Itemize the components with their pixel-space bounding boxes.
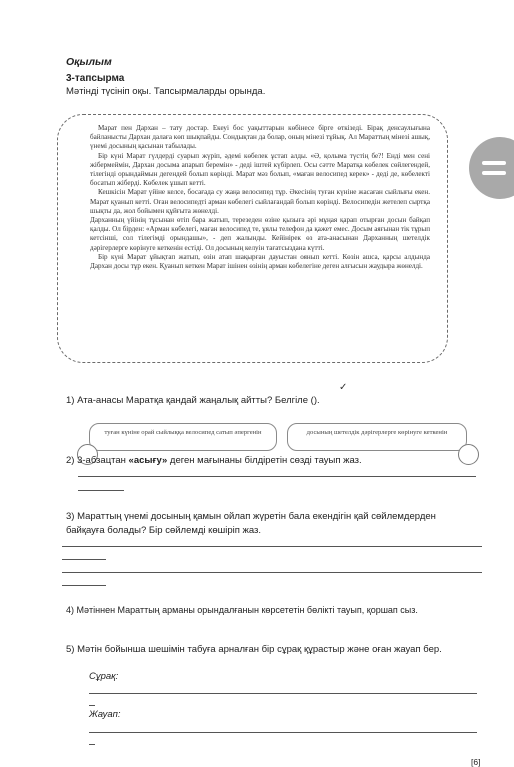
question-4: 4) Мәтіннен Мараттың арманы орындалғанын көрсететін бөлікті тауып, қоршап сыз. [66,605,418,615]
reading-passage [90,124,430,271]
passage-paragraph-3: Кешкісін Марат үйіне келсе, босағада су жаңа велосипед тұр. Әкесінің туған күніне жасаған сыйлығы екен. Марат қуанып кетті. Оған велосипедті арман көбелегі сыйлағандай болып көрінді. Велосипедін жетелеп сыртқа шықты да, жол бойымен құйғыта жөнелді. [90,188,430,215]
question-2 [66,455,362,466]
answer-label: Жауап: [89,709,121,720]
menu-icon[interactable] [469,137,514,199]
passage-paragraph-1: Марат пен Дархан – тату достар. Екеуі бос уақыттарын көбінесе бірге өткізеді. Бірақ денсаулығына байланысты Дархан далаға көп шықпайды. Сондықтан да болар, оның мінезі тұйық. Ал Мараттың мінезі ашық, үнемі досының қасынан табылады. [90,124,430,151]
task-title: 3-тапсырма [66,73,125,84]
question-1-end: ). [313,395,320,406]
question-3: 3) Мараттың үнемі досының қамын ойлап жүретін бала екендігін қай сөйлемдерден байқауға болады? Бір сөйлемді көшіріп жаз. [66,511,436,536]
answer-option-2[interactable]: досының шетелдік дәрігерлерге көрінуге кеткенін [287,423,467,451]
passage-paragraph-4: Дарханның үйінің тұсынан өтіп бара жатып, терезеден өзіне қызыға әрі мұңая қарап отырған досын байқап қалды. Ол бірден: «Арман көбелегі, маған велосипед те, ұялы телефон да қажет емес. Досым аяғынан тік тұрып кетсінші, сол тілегімді орындашы», - деп жалынды. Кейінірек өз ата-анасынан Дарханның шетелдік дәрігерлерге көрінуге кеткенін естіді. Ол досының келуін тағатсыздана күтті. [90,216,430,252]
passage-paragraph-2: Бір күні Марат гүлдерді суарып жүріп, әдемі көбелек ұстап алды. «Ә, қолыма түстің бе?! Енді мен сені жібермеймін, Дархан досыма апарып беремін» - деді іштей күбірлеп. Осы сәтте Маратқа көбелек сөйлегендей, тілегінді орындаймын дегендей болып көрінді. Марат мәз болып, «маған велосипед керек» - деді де, көбелекті босатып жіберді. Көбелек ұшып кетті. [90,151,430,188]
answer-line[interactable] [89,744,95,745]
question-1 [66,395,320,406]
question-5: 5) Мәтін бойынша шешімін табуға арналған бір сұрақ құрастыр және оған жауап бер. [66,644,442,655]
question-label: Сұрақ: [89,671,119,682]
answer-line[interactable] [62,585,106,586]
answer-line[interactable] [62,546,482,547]
answer-line[interactable] [78,476,476,477]
answer-line[interactable] [78,490,124,491]
question-2-prefix: 2) 3-абзацтан [66,455,129,466]
question-2-keyword: «асығу» [128,455,168,466]
section-title: Оқылым [66,56,112,68]
score-label: [6] [471,757,481,767]
passage-paragraph-5: Бір күні Марат ұйықтап жатып, өзін атап шақырған дауыстан оянып кетті. Көзін ашса, қарсы алдында Дархан досы тұр екен. Қуанып кеткен Марат ішінен өзінің арман көбелегіне деген алғысын жаудыра жөнелді. [90,252,430,271]
task-instruction: Мәтінді түсініп оқы. Тапсырмаларды орында. [66,86,266,97]
question-2-suffix: деген мағынаны білдіретін сөзді тауып жаз. [167,455,362,466]
answer-line[interactable] [62,572,482,573]
radio-option-2[interactable] [458,444,479,465]
answer-line[interactable] [89,693,477,694]
checkmark-icon: ✓ [339,382,348,393]
answer-option-1[interactable]: туған күніне орай сыйлыққа велосипед сатып әпергенін [89,423,277,451]
question-1-text: 1) Ата-анасы Маратқа қандай жаңалық айтты? Белгіле ( [66,395,314,406]
answer-line[interactable] [89,705,95,706]
answer-line[interactable] [62,559,106,560]
answer-line[interactable] [89,732,477,733]
